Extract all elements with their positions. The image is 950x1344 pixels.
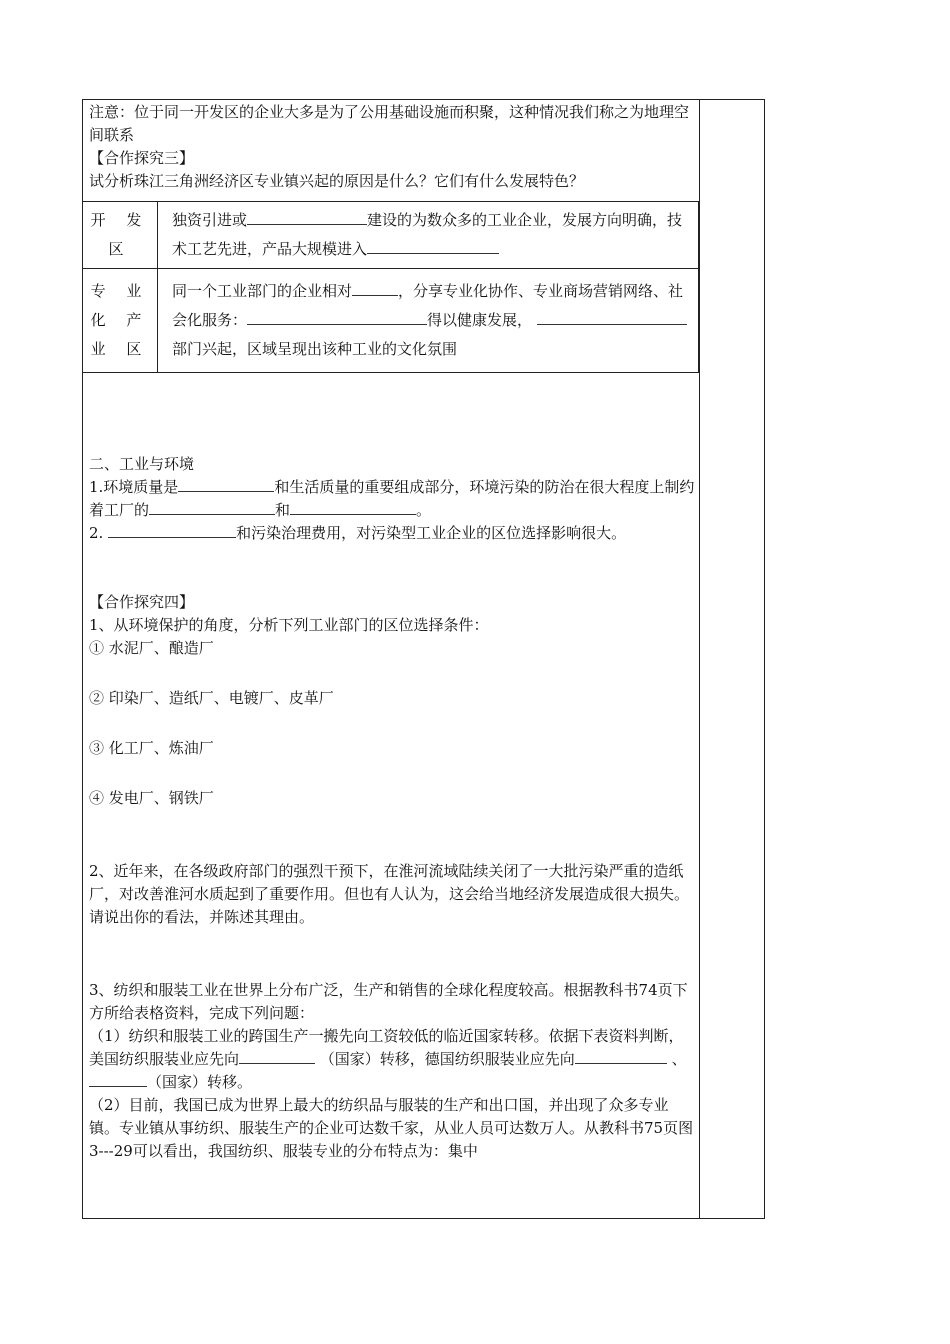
text-part: 和污染治理费用，对污染型工业企业的区位选择影响很大。 <box>236 524 627 542</box>
row-text-specialized-zone <box>158 269 699 373</box>
blank-line[interactable] <box>290 500 416 515</box>
blank-line[interactable] <box>108 523 236 538</box>
zone-table <box>82 201 699 373</box>
section2-heading: 二、工业与环境 <box>89 455 195 473</box>
inquiry4-q3-part2: （2）目前，我国已成为世界上最大的纺织品与服装的生产和出口国，并出现了众多专业镇。专业镇从事纺织、服装生产的企业可达数千家，从业人员可达数万人。从教科书75页图3---29可以看出，我国纺织、服装专业的分布特点为：集中 <box>89 1096 694 1160</box>
inquiry4-q3-part1 <box>89 1025 695 1094</box>
worksheet-content <box>89 101 695 1163</box>
blank-line[interactable] <box>352 281 398 296</box>
text-part: 和生活质量的重要组成部分，环境污染的防治在很大程度上制约着工厂的 <box>89 478 695 519</box>
blank-line[interactable] <box>178 477 274 492</box>
row-label-dev-zone: 开 发 区 <box>83 202 158 269</box>
text-part: 得以健康发展， <box>427 311 533 329</box>
text-part: 2. <box>89 524 104 542</box>
table-row <box>83 202 699 269</box>
blank-line[interactable] <box>239 1049 315 1064</box>
inquiry4-title: 【合作探究四】 <box>89 593 195 611</box>
text-part: 部门兴起，区域呈现出该种工业的文化氛围 <box>172 340 458 358</box>
section2-item2 <box>89 522 695 545</box>
blank-line[interactable] <box>247 310 427 325</box>
q1-item: ④ 发电厂、钢铁厂 <box>89 789 214 807</box>
text-part: （国家）转移。 <box>147 1073 253 1091</box>
text-part: 、 <box>671 1050 687 1068</box>
text-part: 。 <box>416 501 432 519</box>
inquiry4-q3: 3、纺织和服装工业在世界上分布广泛，生产和销售的全球化程度较高。根据教科书74页下方所给表格资料，完成下列问题： <box>89 981 688 1022</box>
inquiry3-question: 试分析珠江三角洲经济区专业镇兴起的原因是什么？它们有什么发展特色？ <box>89 172 585 190</box>
blank-line[interactable] <box>367 239 499 254</box>
q1-item: ③ 化工厂、炼油厂 <box>89 739 214 757</box>
q1-item: ① 水泥厂、酿造厂 <box>89 639 214 657</box>
text-part: 建设的为数众多的工业企业，发展方向明确，技术工艺先进，产品大规模进入 <box>172 211 683 258</box>
blank-line[interactable] <box>149 500 275 515</box>
blank-line[interactable] <box>537 310 687 325</box>
blank-line[interactable] <box>575 1049 667 1064</box>
row-text-dev-zone <box>158 202 699 269</box>
blank-line[interactable] <box>247 210 367 225</box>
blank-line[interactable] <box>89 1072 147 1087</box>
note-text: 注意：位于同一开发区的企业大多是为了公用基础设施而积聚，这种情况我们称之为地理空间联系 <box>89 103 690 144</box>
text-part: （1）纺织和服装工业的跨国生产一搬先向工资较低的临近国家转移。依据下表资料判断，美国纺织服装业应先向 <box>89 1027 684 1068</box>
row-label-specialized-zone: 专 业 化 产 业 区 <box>83 269 158 373</box>
text-part: ，分享专业化协作、专业商场营销网络、社会化服务： <box>172 282 684 329</box>
table-row <box>83 269 699 373</box>
text-part: 同一个工业部门的企业相对 <box>172 282 353 300</box>
inquiry4-q2: 2、近年来，在各级政府部门的强烈干预下，在淮河流域陆续关闭了一大批污染严重的造纸厂，对改善淮河水质起到了重要作用。但也有人认为，这会给当地经济发展造成很大损失。请说出你的看法，并陈述其理由。 <box>89 862 690 926</box>
inquiry4-q1: 1、从环境保护的角度，分析下列工业部门的区位选择条件： <box>89 616 489 634</box>
text-part: 1.环境质量是 <box>89 478 179 496</box>
text-part: 和 <box>275 501 291 519</box>
right-margin-column <box>699 99 700 1219</box>
q1-item: ② 印染厂、造纸厂、电镀厂、皮革厂 <box>89 689 334 707</box>
text-part: （国家）转移，德国纺织服装业应先向 <box>319 1050 575 1068</box>
text-part: 独资引进或 <box>172 211 248 229</box>
inquiry3-title: 【合作探究三】 <box>89 149 195 167</box>
section2-item1 <box>89 476 695 522</box>
